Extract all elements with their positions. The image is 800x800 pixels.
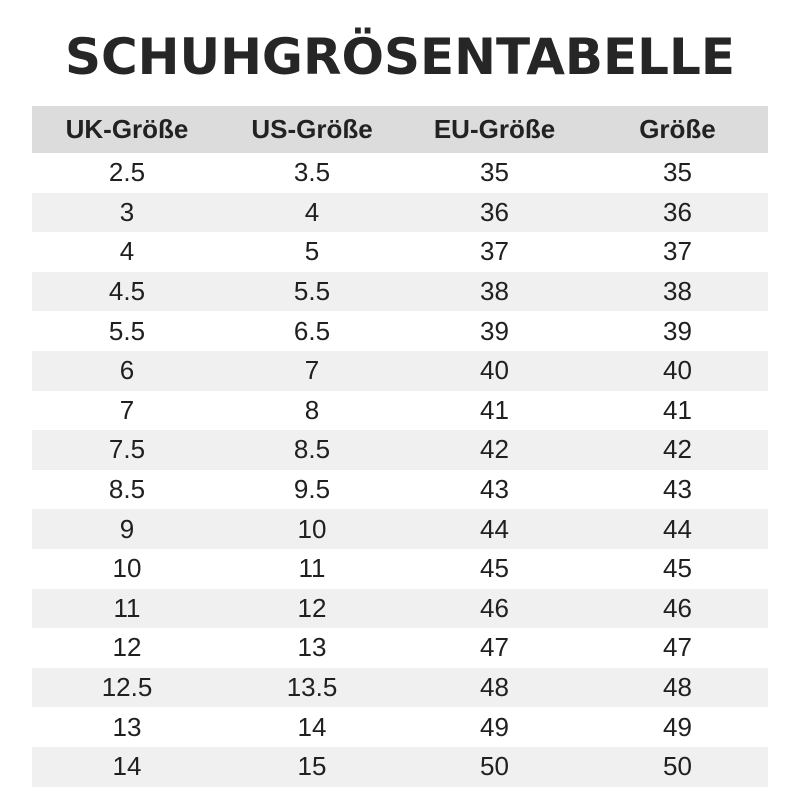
- cell-us-size: 4: [222, 193, 402, 233]
- header-us-size: US-Größe: [222, 106, 402, 153]
- cell-us-size: 14: [222, 707, 402, 747]
- cell-size: 49: [587, 707, 768, 747]
- header-size: Größe: [587, 106, 768, 153]
- cell-eu-size: 41: [402, 391, 587, 431]
- cell-us-size: 6.5: [222, 311, 402, 351]
- cell-size: 50: [587, 747, 768, 787]
- cell-uk-size: 2.5: [32, 153, 222, 193]
- cell-eu-size: 35: [402, 153, 587, 193]
- cell-size: 37: [587, 232, 768, 272]
- table-row: [32, 707, 768, 747]
- cell-size: 46: [587, 589, 768, 629]
- table-row: [32, 628, 768, 668]
- cell-size: 44: [587, 509, 768, 549]
- cell-uk-size: 4.5: [32, 272, 222, 312]
- cell-uk-size: 6: [32, 351, 222, 391]
- cell-uk-size: 3: [32, 193, 222, 233]
- cell-us-size: 7: [222, 351, 402, 391]
- cell-uk-size: 7.5: [32, 430, 222, 470]
- cell-eu-size: 45: [402, 549, 587, 589]
- cell-size: 40: [587, 351, 768, 391]
- cell-eu-size: 37: [402, 232, 587, 272]
- table-row: [32, 747, 768, 787]
- cell-size: 39: [587, 311, 768, 351]
- cell-eu-size: 43: [402, 470, 587, 510]
- cell-eu-size: 38: [402, 272, 587, 312]
- cell-uk-size: 13: [32, 707, 222, 747]
- table-row: [32, 311, 768, 351]
- cell-uk-size: 5.5: [32, 311, 222, 351]
- cell-us-size: 5: [222, 232, 402, 272]
- cell-size: 36: [587, 193, 768, 233]
- table-row: [32, 351, 768, 391]
- cell-size: 48: [587, 668, 768, 708]
- cell-us-size: 10: [222, 509, 402, 549]
- page-title: SCHUHGRÖSENTABELLE: [64, 28, 736, 86]
- cell-eu-size: 39: [402, 311, 587, 351]
- cell-us-size: 13: [222, 628, 402, 668]
- table-row: [32, 391, 768, 431]
- cell-eu-size: 49: [402, 707, 587, 747]
- cell-us-size: 8.5: [222, 430, 402, 470]
- cell-eu-size: 46: [402, 589, 587, 629]
- cell-size: 41: [587, 391, 768, 431]
- table-row: [32, 668, 768, 708]
- table-row: [32, 153, 768, 193]
- table-row: [32, 272, 768, 312]
- cell-eu-size: 50: [402, 747, 587, 787]
- cell-eu-size: 47: [402, 628, 587, 668]
- header-uk-size: UK-Größe: [32, 106, 222, 153]
- cell-us-size: 11: [222, 549, 402, 589]
- cell-eu-size: 44: [402, 509, 587, 549]
- cell-uk-size: 9: [32, 509, 222, 549]
- table-row: [32, 232, 768, 272]
- table-header: [32, 106, 768, 153]
- cell-us-size: 13.5: [222, 668, 402, 708]
- cell-size: 43: [587, 470, 768, 510]
- cell-us-size: 8: [222, 391, 402, 431]
- cell-size: 47: [587, 628, 768, 668]
- cell-eu-size: 48: [402, 668, 587, 708]
- cell-eu-size: 36: [402, 193, 587, 233]
- cell-eu-size: 40: [402, 351, 587, 391]
- table-row: [32, 509, 768, 549]
- cell-size: 35: [587, 153, 768, 193]
- table-row: [32, 430, 768, 470]
- table-body: [32, 153, 768, 787]
- cell-uk-size: 12.5: [32, 668, 222, 708]
- cell-uk-size: 8.5: [32, 470, 222, 510]
- cell-uk-size: 7: [32, 391, 222, 431]
- size-chart-table: [32, 106, 768, 787]
- table-row: [32, 193, 768, 233]
- table-row: [32, 549, 768, 589]
- cell-uk-size: 10: [32, 549, 222, 589]
- cell-uk-size: 4: [32, 232, 222, 272]
- cell-uk-size: 12: [32, 628, 222, 668]
- cell-us-size: 12: [222, 589, 402, 629]
- header-row: [32, 106, 768, 153]
- cell-us-size: 9.5: [222, 470, 402, 510]
- cell-uk-size: 11: [32, 589, 222, 629]
- table-row: [32, 589, 768, 629]
- table-row: [32, 470, 768, 510]
- cell-size: 45: [587, 549, 768, 589]
- cell-size: 42: [587, 430, 768, 470]
- cell-eu-size: 42: [402, 430, 587, 470]
- header-eu-size: EU-Größe: [402, 106, 587, 153]
- cell-uk-size: 14: [32, 747, 222, 787]
- cell-us-size: 3.5: [222, 153, 402, 193]
- cell-us-size: 5.5: [222, 272, 402, 312]
- cell-us-size: 15: [222, 747, 402, 787]
- cell-size: 38: [587, 272, 768, 312]
